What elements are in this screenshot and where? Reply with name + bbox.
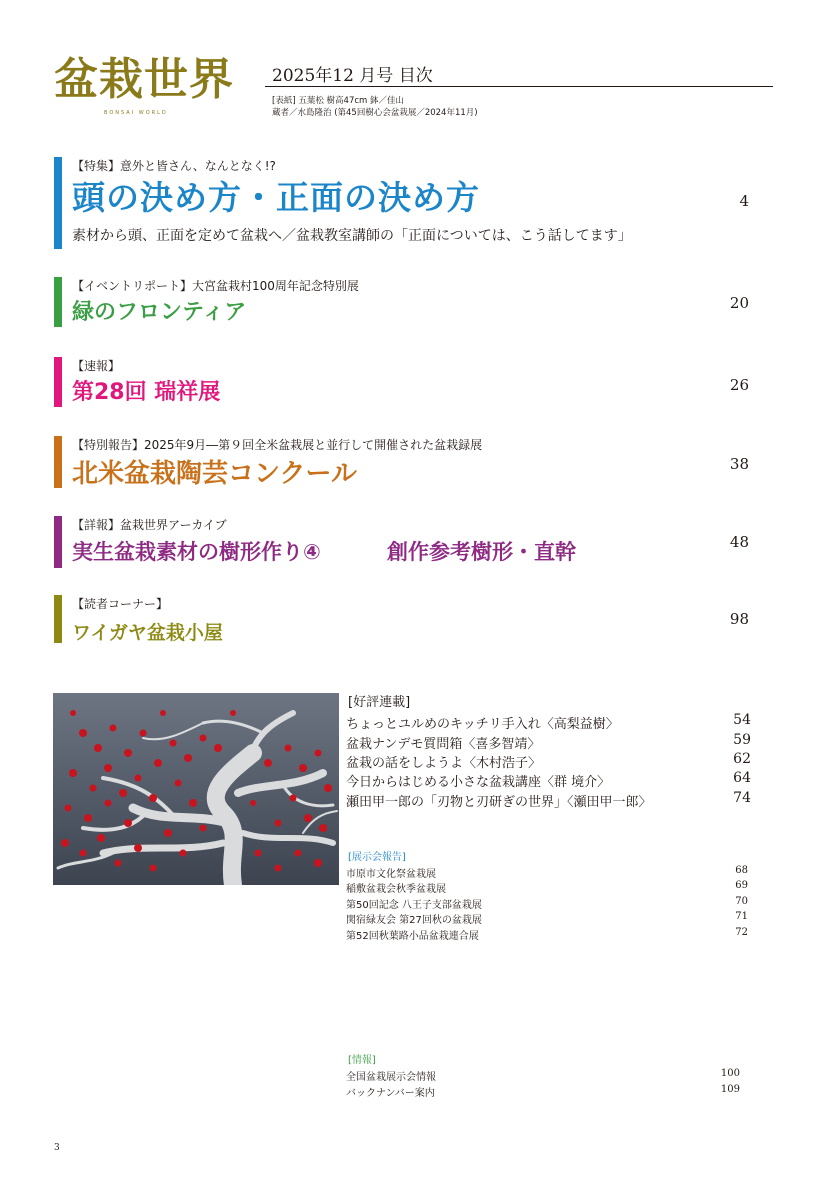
exhibition-title[interactable]: 関宿緑友会 第27回秋の盆栽展: [346, 915, 482, 926]
serial-page: 74: [733, 790, 751, 806]
info-label: [情報]: [348, 1055, 376, 1066]
feature-title-secondary[interactable]: 創作参考樹形・直幹: [387, 540, 576, 564]
exhibition-title[interactable]: 稲敷盆栽会秋季盆栽展: [346, 884, 446, 895]
exhibition-title[interactable]: 市原市文化祭盆栽展: [346, 869, 436, 880]
feature-page: 26: [729, 376, 749, 394]
feature-bar: [54, 157, 62, 249]
feature-title[interactable]: ワイガヤ盆栽小屋: [72, 622, 223, 644]
feature-title[interactable]: 頭の決め方・正面の決め方: [72, 178, 480, 217]
feature-bar: [54, 357, 62, 407]
exhibition-page: 72: [735, 927, 748, 938]
bonsai-photo: [53, 693, 339, 885]
magazine-logo: 盆栽世界: [54, 54, 234, 105]
feature-title[interactable]: 第28回 瑞祥展: [72, 380, 221, 405]
exhibition-title[interactable]: 第50回記念 八王子支部盆栽展: [346, 900, 482, 911]
serial-title[interactable]: ちょっとユルめのキッチリ手入れ〈高梨益樹〉: [346, 717, 619, 732]
cover-credit-line-2: 蔵者／水島隆治 (第45回樹心会盆栽展／2024年11月): [272, 108, 478, 118]
feature-kicker: 【速報】: [72, 359, 121, 373]
serials-label: [好評連載]: [348, 695, 411, 710]
exhibition-page: 70: [735, 896, 748, 907]
serial-page: 62: [733, 751, 751, 767]
feature-title[interactable]: 北米盆栽陶芸コンクール: [72, 459, 357, 489]
exhibition-page: 69: [735, 880, 748, 891]
feature-bar: [54, 277, 62, 327]
info-title[interactable]: 全国盆栽展示会情報: [346, 1072, 436, 1083]
cover-credit-line-1: [表紙] 五葉松 樹高47cm 鉢／佳山: [272, 96, 405, 106]
feature-bar: [54, 516, 62, 568]
serial-page: 64: [733, 770, 751, 786]
exhibition-page: 71: [735, 911, 748, 922]
feature-kicker: 【イベントリポート】大宮盆栽村100周年記念特別展: [72, 279, 359, 293]
serial-title[interactable]: 盆栽ナンデモ質問箱〈喜多智靖〉: [346, 737, 541, 752]
serial-title[interactable]: 盆栽の話をしようよ〈木村浩子〉: [346, 756, 542, 771]
feature-bar: [54, 436, 62, 488]
header-rule: [265, 86, 773, 87]
exhibition-title[interactable]: 第52回秋葉路小品盆栽連合展: [346, 931, 479, 942]
feature-page: 38: [729, 455, 749, 473]
feature-kicker: 【読者コーナー】: [72, 597, 169, 611]
exhibitions-label: [展示会報告]: [348, 852, 406, 863]
magazine-logo-subtitle: BONSAI WORLD: [104, 110, 168, 116]
info-page: 109: [720, 1084, 740, 1095]
feature-kicker: 【特集】意外と皆さん、なんとなく!?: [72, 159, 276, 173]
issue-title: 2025年12 月号 目次: [272, 66, 433, 86]
feature-bar: [54, 595, 62, 643]
serial-page: 54: [733, 712, 751, 728]
info-page: 100: [720, 1068, 740, 1079]
feature-page: 98: [729, 610, 749, 628]
feature-description: 素材から頭、正面を定めて盆栽へ／盆栽教室講師の「正面については、こう話してます」: [72, 228, 632, 244]
feature-kicker: 【詳報】盆栽世界アーカイブ: [72, 518, 227, 532]
info-title[interactable]: バックナンバー案内: [346, 1088, 435, 1099]
feature-page: 20: [729, 294, 749, 312]
feature-title[interactable]: 緑のフロンティア: [72, 300, 247, 325]
serial-title[interactable]: 今日からはじめる小さな盆栽講座〈群 境介〉: [346, 775, 611, 790]
exhibition-page: 68: [735, 865, 748, 876]
serial-title[interactable]: 瀬田甲一郎の「刃物と刃研ぎの世界」〈瀬田甲一郎〉: [346, 795, 652, 810]
serial-page: 59: [733, 732, 751, 748]
feature-page: 4: [739, 192, 749, 210]
feature-kicker: 【特別報告】2025年9月―第９回全米盆栽展と並行して開催された盆栽録展: [72, 438, 483, 452]
feature-page: 48: [729, 533, 749, 551]
feature-title[interactable]: 実生盆栽素材の樹形作り④: [72, 540, 321, 564]
page-number: 3: [54, 1143, 60, 1153]
